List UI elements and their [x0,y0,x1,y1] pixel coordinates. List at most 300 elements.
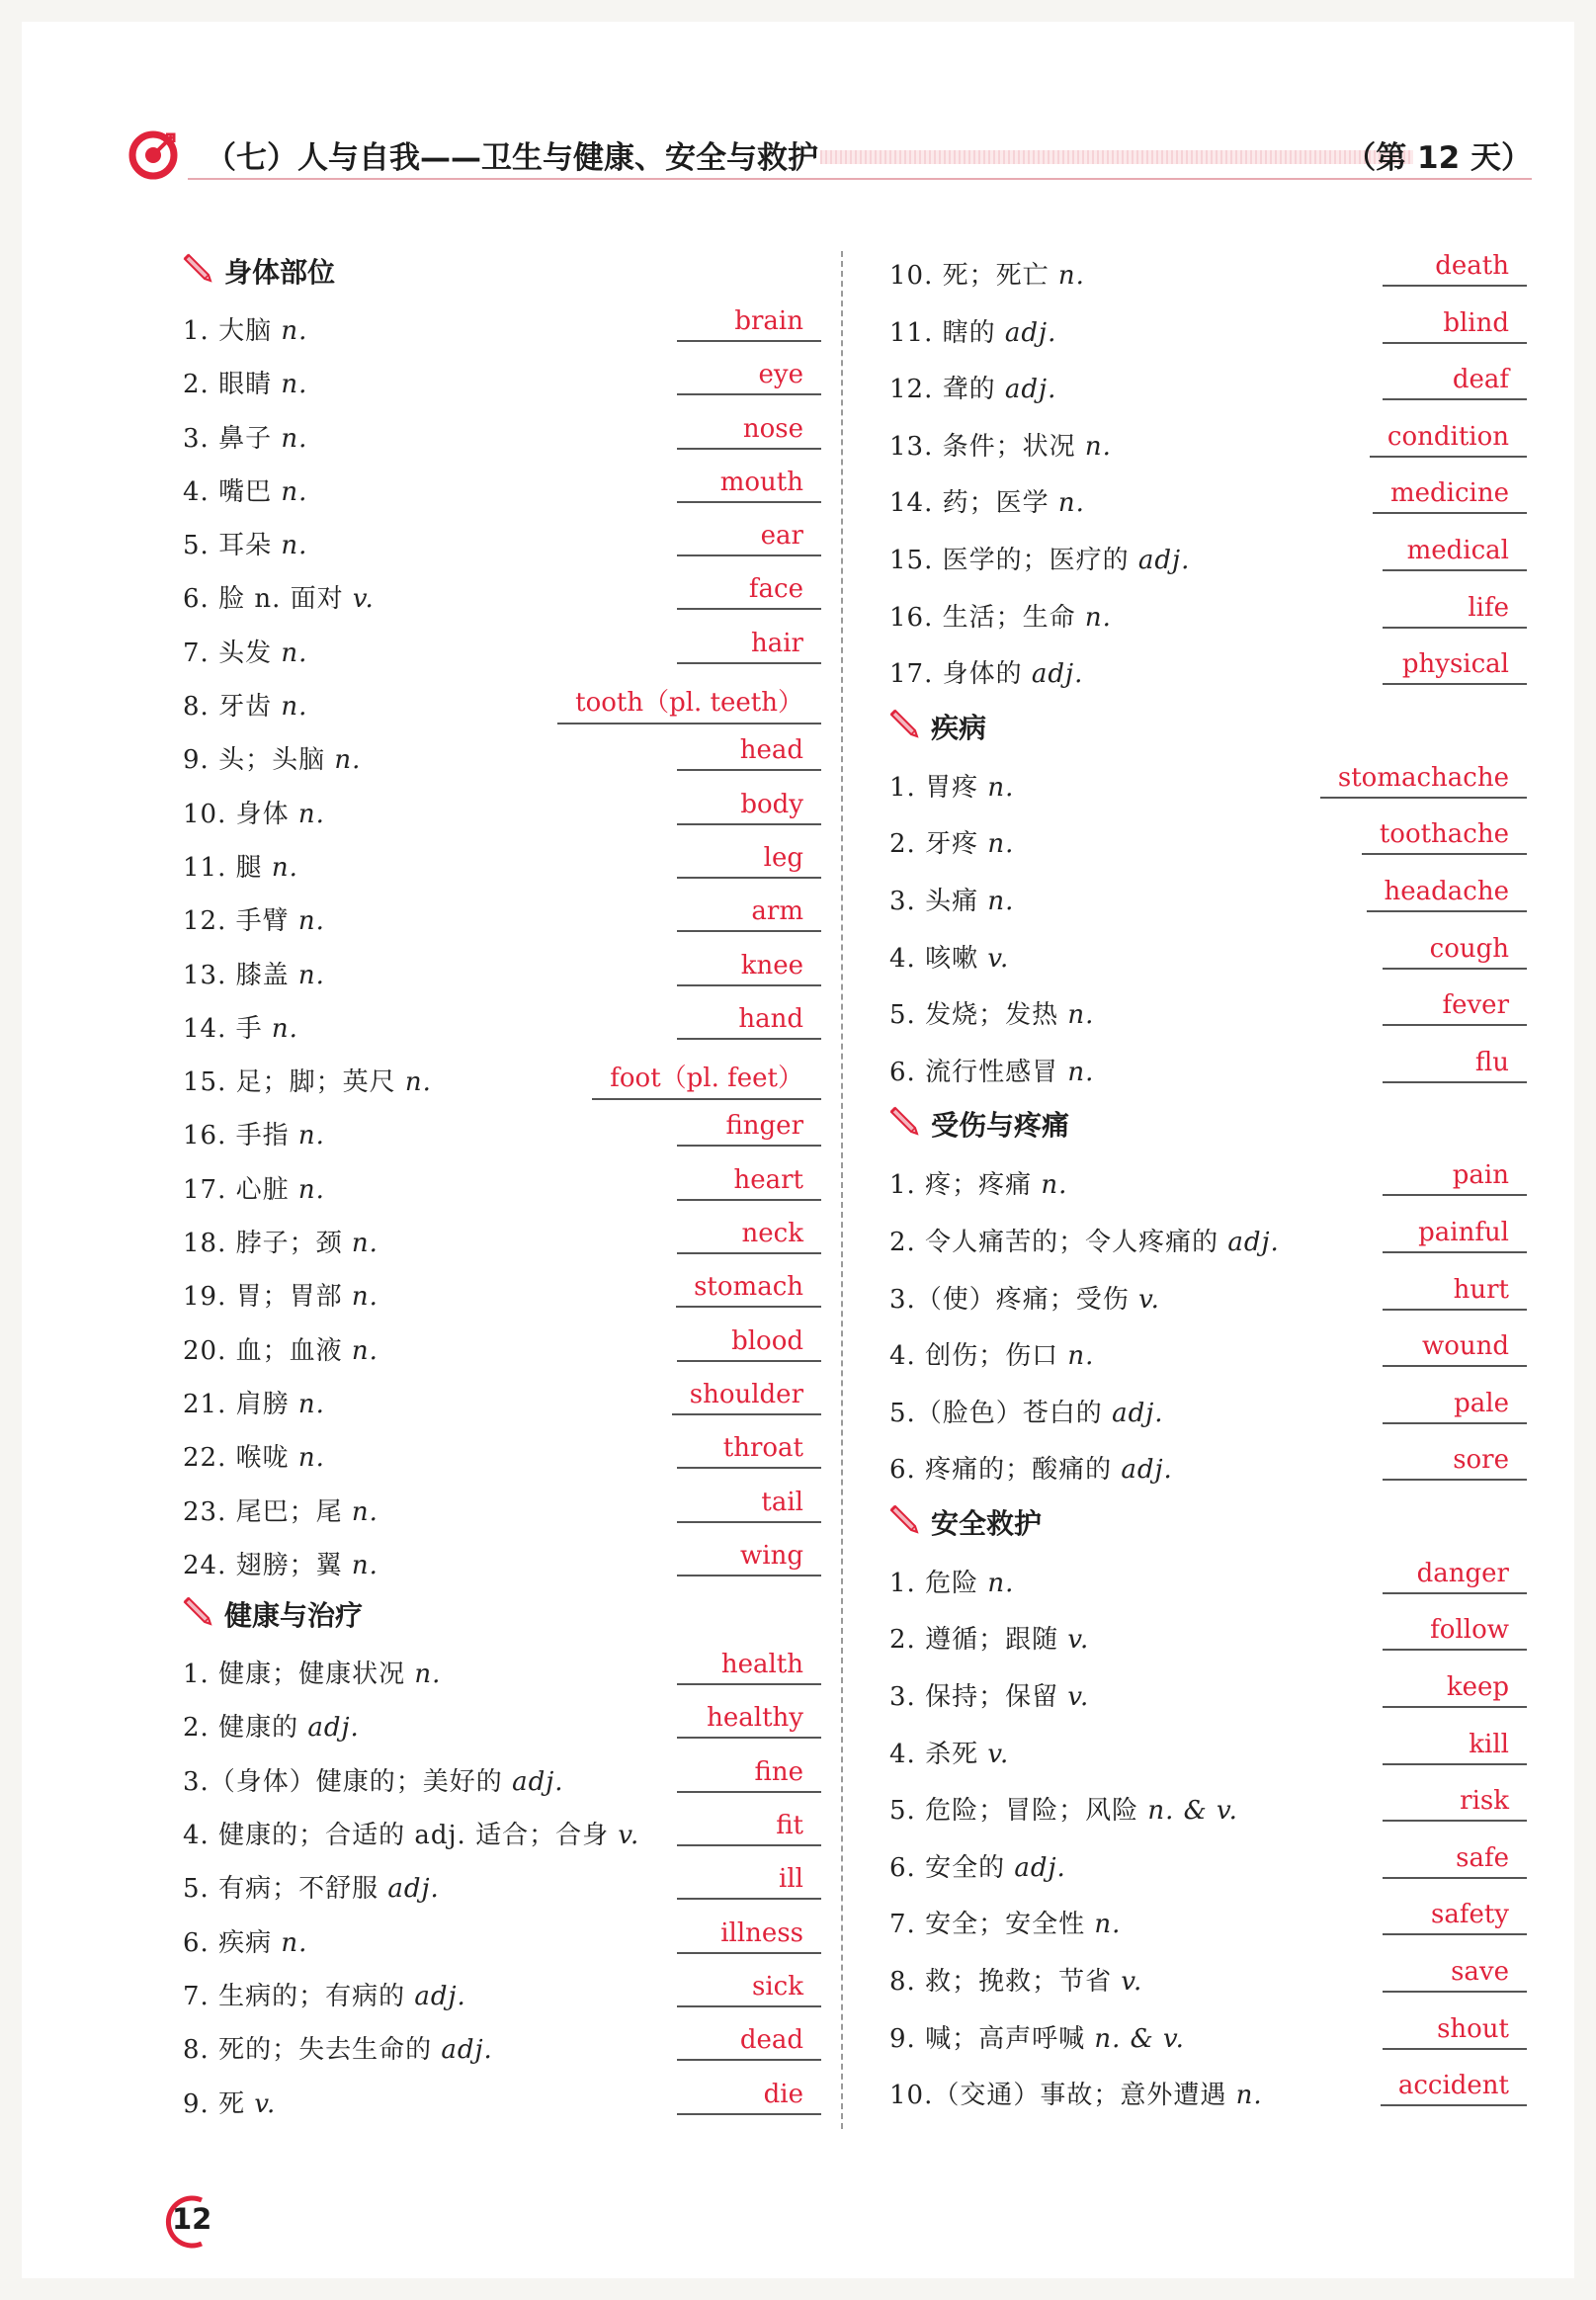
answer-blank: ill [677,1864,821,1900]
answer-blank: fine [677,1757,821,1793]
item-definition: 19. 胃；胃部 [183,1282,352,1313]
item-prompt [183,847,298,884]
answer-blank: ear [677,521,821,556]
vocab-item [163,893,821,946]
answer-blank: arm [677,896,821,932]
answer-blank: flu [1383,1048,1527,1083]
item-prompt [889,994,1094,1031]
part-of-speech: n. [281,370,308,400]
item-prompt [183,525,307,561]
item-prompt [183,955,325,991]
part-of-speech: n. [281,476,308,507]
item-prompt [889,1904,1121,1940]
part-of-speech: n. [351,1335,378,1366]
item-definition: 9. 死 [183,2088,255,2119]
item-definition: 3.（身体）健康的；美好的 [183,1766,513,1797]
item-prompt [889,1790,1238,1827]
part-of-speech: n. [987,772,1015,803]
vocab-item [870,1555,1527,1612]
part-of-speech: n. [281,423,308,454]
section-heading [870,1100,1527,1156]
answer-blank: wound [1383,1331,1527,1367]
item-prompt [183,1062,432,1098]
item-prompt [183,1169,325,1206]
part-of-speech: n. [297,960,325,990]
vocab-item [870,1839,1527,1897]
pencil-icon [887,707,923,742]
part-of-speech: n. & v. [1147,1796,1238,1827]
answer-blank: safety [1383,1900,1527,1935]
part-of-speech: v. [1138,1284,1160,1315]
answer-blank: life [1383,593,1527,629]
vocab-item [870,1441,1527,1498]
part-of-speech: adj. [1137,545,1191,575]
vocab-item [870,304,1527,362]
part-of-speech: v. [1067,1625,1090,1656]
item-definition: 18. 脖子；颈 [183,1229,352,1259]
page-title: （七）人与自我——卫生与健康、安全与救护 [206,140,818,176]
answer-blank: save [1383,1957,1527,1993]
vocab-item [870,1327,1527,1385]
item-prompt [889,1279,1160,1316]
vocab-item [870,1782,1527,1839]
item-prompt [889,767,1014,804]
vocab-item [870,589,1527,646]
vocab-item [870,1953,1527,2010]
item-definition: 2. 令人痛苦的；令人疼痛的 [889,1227,1228,1257]
pencil-icon [887,1104,923,1140]
part-of-speech: n. [987,829,1015,860]
vocab-item [163,1807,821,1860]
vocab-item [870,1668,1527,1726]
item-prompt [183,364,307,400]
header-band [820,150,1413,164]
item-definition: 11. 瞎的 [889,317,1005,348]
answer-blank: face [677,574,821,610]
item-prompt [889,1335,1094,1372]
answer-blank: follow [1383,1615,1527,1651]
part-of-speech: adj. [1004,317,1057,348]
answer-blank: toothache [1362,819,1527,855]
vocab-item [163,1215,821,1268]
item-prompt [183,471,307,508]
item-definition: 6. 安全的 [889,1852,1015,1883]
part-of-speech: n. [297,799,325,829]
answer-blank: safe [1383,1843,1527,1879]
item-prompt [889,938,1009,975]
vocab-item [163,1322,821,1376]
part-of-speech: v. [618,1821,640,1851]
vocab-item [870,361,1527,418]
part-of-speech: n. [281,316,308,346]
answer-blank: hand [677,1004,821,1040]
answer-blank: danger [1383,1559,1527,1594]
part-of-speech: v. [987,1739,1010,1769]
item-prompt [183,578,375,615]
vocab-item [163,839,821,893]
left-column [163,247,821,2129]
item-definition: 5. 危险；冒险；风险 [889,1796,1148,1827]
vocab-item [870,930,1527,987]
item-prompt [183,1330,378,1367]
item-prompt [889,1961,1142,1998]
header-rule [188,178,1532,180]
item-definition: 1. 胃疼 [889,772,988,803]
vocab-item [163,464,821,517]
item-definition: 21. 肩膀 [183,1389,298,1419]
page-header [128,128,1532,182]
answer-blank: illness [677,1918,821,1954]
vocab-item [870,1726,1527,1783]
answer-blank: sore [1383,1445,1527,1481]
item-definition: 16. 生活；生命 [889,602,1085,633]
item-definition: 15. 足；脚；英尺 [183,1067,405,1098]
item-definition: 8. 救；挽救；节省 [889,1967,1122,1998]
part-of-speech: n. [334,745,362,776]
item-definition: 4. 杀死 [889,1739,988,1769]
item-definition: 8. 牙齿 [183,692,282,723]
vocab-item [163,1646,821,1699]
part-of-speech: n. [1067,1341,1095,1372]
item-prompt [889,597,1112,634]
pencil-icon [887,1502,923,1538]
part-of-speech: adj. [1014,1852,1066,1883]
item-prompt [183,1976,466,2012]
part-of-speech: n. [281,531,308,561]
vocab-item [163,1860,821,1914]
item-definition: 15. 医学的；医疗的 [889,545,1138,575]
answer-blank: fever [1383,990,1527,1026]
answer-blank: painful [1383,1218,1527,1253]
answer-blank: leg [677,843,821,879]
item-prompt [183,1276,378,1313]
column-divider [841,251,843,2129]
item-prompt [889,1164,1067,1201]
answer-blank: heart [677,1165,821,1201]
part-of-speech: n. [1057,261,1085,291]
item-definition: 2. 牙疼 [889,829,988,860]
vocab-item [163,731,821,785]
item-prompt [183,1491,378,1528]
item-definition: 2. 遵循；跟随 [889,1625,1068,1656]
page-number-text: 12 [172,2202,212,2236]
vocab-item [870,1214,1527,1271]
answer-blank: hair [677,629,821,664]
part-of-speech: adj. [387,1874,440,1905]
answer-blank: shout [1383,2014,1527,2050]
item-prompt [889,1619,1089,1656]
item-definition: 7. 生病的；有病的 [183,1981,415,2011]
part-of-speech: n. [281,1927,308,1958]
item-definition: 6. 疼痛的；酸痛的 [889,1455,1122,1486]
vocab-item [163,1376,821,1429]
vocab-item [870,532,1527,589]
item-definition: 17. 心脏 [183,1174,298,1205]
item-definition: 3. 鼻子 [183,423,282,454]
part-of-speech: adj. [1031,659,1084,690]
answer-blank: eye [677,360,821,395]
item-prompt [889,1563,1014,1599]
answer-blank: shoulder [672,1380,821,1415]
item-prompt [889,540,1190,576]
item-definition: 5.（脸色）苍白的 [889,1398,1113,1428]
part-of-speech: n. [1084,602,1112,633]
part-of-speech: adj. [1112,1398,1164,1428]
vocab-item [163,517,821,570]
vocab-item [163,2021,821,2075]
vocab-item [870,474,1527,532]
item-prompt [889,369,1056,405]
vocab-item [163,947,821,1000]
item-prompt [183,1437,325,1474]
part-of-speech: n. [297,1389,325,1419]
vocab-item [163,1968,821,2021]
vocab-item [163,1915,821,1968]
part-of-speech: n. [297,1443,325,1474]
vocab-item [870,1044,1527,1101]
vocab-item [163,1054,821,1107]
answer-blank: stomach [676,1272,821,1308]
answer-blank: blind [1383,308,1527,344]
item-definition: 10. 死；死亡 [889,261,1058,291]
answer-blank: foot（pl. feet） [592,1058,821,1100]
part-of-speech: v. [254,2088,277,2119]
section-title: 受伤与疼痛 [931,1109,1070,1143]
vocab-item [870,1156,1527,1214]
item-prompt [183,2084,276,2120]
part-of-speech: n. [1084,431,1112,462]
part-of-speech: n. [404,1067,432,1098]
item-definition: 16. 手指 [183,1121,298,1151]
item-prompt [183,2029,493,2066]
answer-blank: tooth（pl. teeth） [557,682,821,724]
item-definition: 3. 保持；保留 [889,1682,1068,1713]
answer-blank: sick [677,1972,821,2007]
section-title: 疾病 [931,711,987,744]
part-of-speech: adj. [1004,375,1057,405]
part-of-speech: n. [351,1550,378,1580]
answer-blank: head [677,735,821,771]
part-of-speech: n. [281,638,308,668]
part-of-speech: n. [1235,2081,1263,2111]
answer-blank: health [677,1650,821,1685]
answer-blank: medical [1383,536,1527,571]
pencil-icon [181,251,216,287]
vocab-item [870,986,1527,1044]
part-of-speech: v. [1067,1682,1090,1713]
item-definition: 13. 膝盖 [183,960,298,990]
item-prompt [889,2075,1263,2111]
item-prompt [183,794,325,830]
item-definition: 20. 血；血液 [183,1335,352,1366]
part-of-speech: v. [987,943,1010,974]
part-of-speech: n. [1094,1910,1122,1940]
answer-blank: cough [1383,934,1527,970]
item-definition: 9. 头；头脑 [183,745,335,776]
answer-blank: death [1383,251,1527,287]
item-prompt [889,2018,1185,2055]
answer-blank: stomachache [1320,763,1527,799]
vocab-item [870,2010,1527,2068]
item-definition: 5. 有病；不舒服 [183,1874,388,1905]
vocab-item [163,786,821,839]
answer-blank: pale [1383,1389,1527,1424]
item-prompt [183,686,307,723]
item-prompt [889,1676,1089,1713]
answer-blank: headache [1367,877,1527,912]
answer-blank: healthy [677,1703,821,1739]
part-of-speech: n. & v. [1094,2023,1185,2054]
item-definition: 13. 条件；状况 [889,431,1085,462]
answer-blank: risk [1383,1786,1527,1822]
item-definition: 3. 头痛 [889,886,988,916]
section-heading [870,1498,1527,1555]
answer-blank: brain [677,306,821,342]
answer-blank: physical [1383,649,1527,685]
answer-blank: wing [677,1541,821,1576]
item-prompt [183,1008,298,1045]
item-prompt [889,1393,1164,1429]
vocab-item [870,1896,1527,1953]
part-of-speech: adj. [512,1766,564,1797]
part-of-speech: n. [987,886,1015,916]
item-definition: 1. 健康；健康状况 [183,1660,415,1690]
item-prompt [889,881,1014,917]
pencil-icon [181,1594,216,1630]
item-definition: 5. 发烧；发热 [889,1000,1068,1031]
item-definition: 8. 死的；失去生命的 [183,2035,442,2066]
part-of-speech: n. [414,1660,442,1690]
part-of-speech: adj. [307,1713,360,1744]
answer-blank: neck [677,1219,821,1254]
item-prompt [889,1449,1173,1486]
vocab-item [870,645,1527,703]
answer-blank: nose [677,414,821,450]
item-definition: 1. 大脑 [183,316,282,346]
vocab-item [870,247,1527,304]
section-title: 安全救护 [931,1506,1043,1540]
item-prompt [183,1815,639,1851]
item-definition: 4. 嘴巴 [183,476,282,507]
answer-blank: dead [677,2025,821,2061]
section-title: 身体部位 [224,256,336,289]
item-definition: 10.（交通）事故；意外遭遇 [889,2081,1236,2111]
answer-blank: accident [1381,2071,1527,2106]
item-prompt [183,418,307,455]
answer-blank: medicine [1373,478,1527,514]
part-of-speech: n. [297,1174,325,1205]
vocab-item [163,1161,821,1215]
vocab-item [870,1611,1527,1668]
part-of-speech: v. [352,584,375,615]
answer-blank: die [677,2080,821,2115]
right-column [870,247,1527,2124]
part-of-speech: adj. [1121,1455,1173,1486]
section-heading [163,247,821,302]
item-definition: 6. 疾病 [183,1927,282,1958]
item-prompt [183,1868,440,1905]
vocab-item [163,1429,821,1483]
vocab-item [870,2067,1527,2124]
vocab-item [163,1753,821,1807]
part-of-speech: n. [351,1496,378,1527]
item-definition: 4. 健康的；合适的 adj. 适合；合身 [183,1821,619,1851]
item-prompt [889,426,1112,463]
item-definition: 4. 咳嗽 [889,943,988,974]
item-prompt [183,310,307,347]
answer-blank: blood [677,1326,821,1362]
vocab-item [163,1699,821,1752]
vocab-item [870,1385,1527,1442]
item-prompt [183,633,307,669]
vocab-item [163,1000,821,1054]
item-definition: 1. 疼；疼痛 [889,1170,1042,1201]
part-of-speech: adj. [1227,1227,1280,1257]
answer-blank: body [677,790,821,825]
item-definition: 22. 喉咙 [183,1443,298,1474]
page-number [158,2192,217,2252]
item-prompt [183,1545,378,1581]
item-prompt [183,739,361,776]
vocab-item [163,410,821,464]
item-definition: 4. 创伤；伤口 [889,1341,1068,1372]
part-of-speech: n. [1067,1000,1095,1031]
vocab-item [870,873,1527,930]
item-prompt [183,1761,564,1798]
vocab-item [163,356,821,409]
part-of-speech: adj. [414,1981,466,2011]
item-definition: 23. 尾巴；尾 [183,1496,352,1527]
item-prompt [889,1734,1009,1770]
item-prompt [183,1223,378,1259]
part-of-speech: n. [271,852,298,883]
item-definition: 5. 耳朵 [183,531,282,561]
answer-blank: hurt [1383,1275,1527,1311]
item-prompt [183,1115,325,1151]
part-of-speech: n. [987,1568,1015,1598]
part-of-speech: adj. [441,2035,493,2066]
part-of-speech: n. [271,1013,298,1044]
vocab-item [163,1268,821,1321]
item-definition: 14. 药；医学 [889,488,1058,519]
item-prompt [889,1222,1280,1258]
item-definition: 6. 脸 n. 面对 [183,584,353,615]
vocab-item [870,815,1527,873]
vocab-item [870,1271,1527,1328]
day-label: （第 12 天） [1345,140,1532,176]
part-of-speech: n. [297,1121,325,1151]
answer-blank: mouth [677,468,821,503]
part-of-speech: v. [1121,1967,1143,1998]
part-of-speech: n. [281,692,308,723]
item-definition: 14. 手 [183,1013,272,1044]
item-definition: 7. 安全；安全性 [889,1910,1095,1940]
section-heading [870,703,1527,759]
item-definition: 11. 腿 [183,852,272,883]
vocab-item [870,418,1527,475]
item-definition: 12. 聋的 [889,375,1005,405]
vocab-item [163,2076,821,2129]
vocab-item [163,570,821,624]
item-definition: 3.（使）疼痛；受伤 [889,1284,1139,1315]
item-prompt [889,255,1085,292]
vocab-item [163,1107,821,1160]
answer-blank: deaf [1383,365,1527,400]
item-definition: 17. 身体的 [889,659,1032,690]
item-definition: 2. 眼睛 [183,370,282,400]
answer-blank: condition [1370,422,1527,458]
part-of-speech: n. [1041,1170,1068,1201]
